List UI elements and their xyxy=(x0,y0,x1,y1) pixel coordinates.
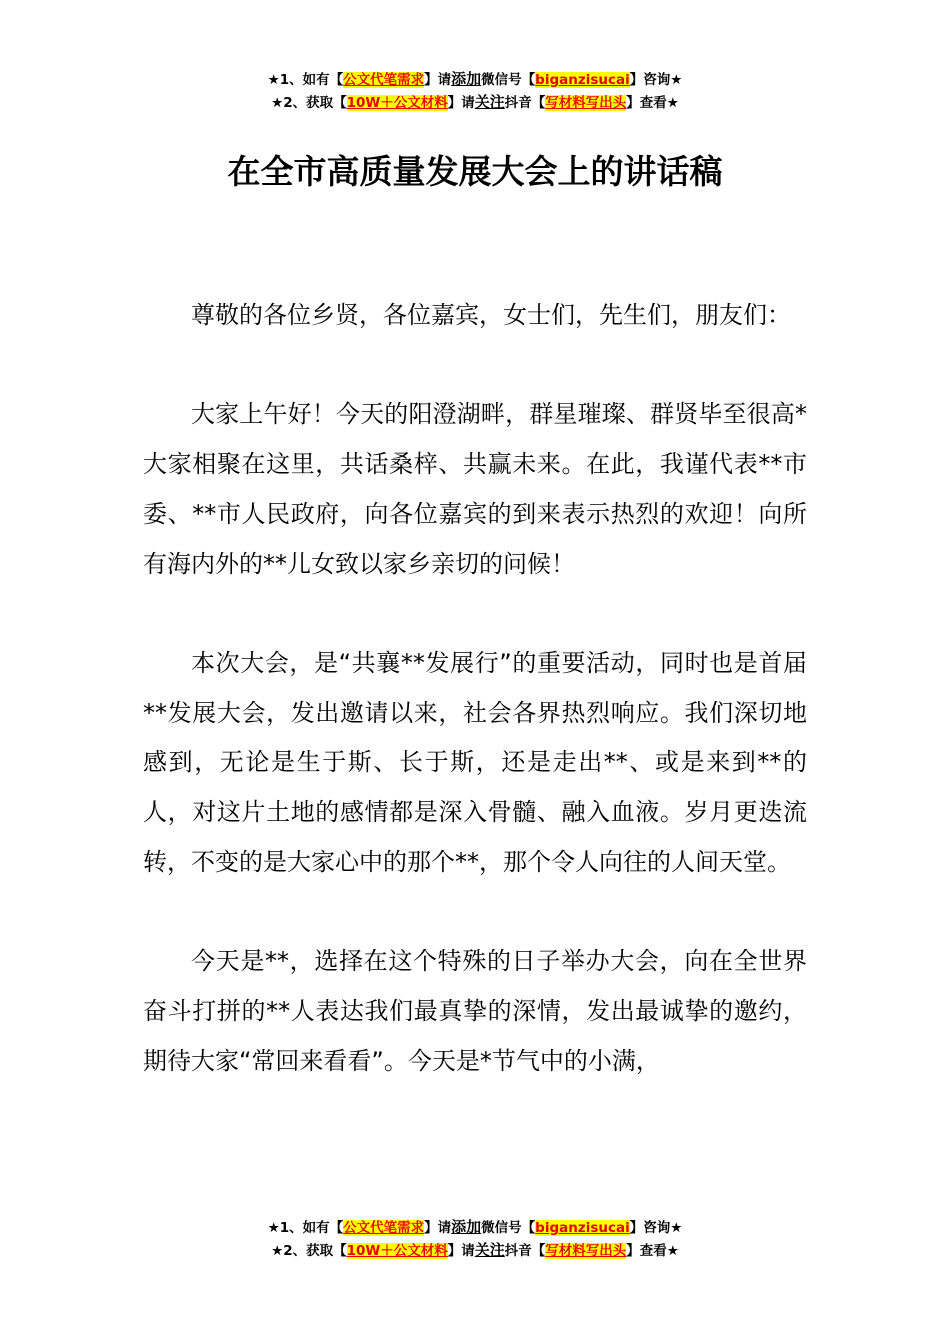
paragraph-salutation: 尊敬的各位乡贤，各位嘉宾，女士们，先生们，朋友们： xyxy=(191,301,791,329)
promo-banner-bottom xyxy=(0,1216,950,1262)
promo-highlight-ghostwriting: 公文代笔需求 xyxy=(343,1220,425,1236)
promo-line-1-mid2: 微信号【 xyxy=(481,72,536,88)
promo-highlight-wechat-id: biganzisucai xyxy=(535,72,630,88)
promo-line-1-mid: 】请 xyxy=(424,1220,452,1236)
promo-line-1-mid2: 微信号【 xyxy=(481,1220,536,1236)
promo-line-1-prefix: ★1、如有【 xyxy=(267,1220,344,1236)
promo-emphasis-follow: 关注 xyxy=(474,93,505,111)
promo-emphasis-add: 添加 xyxy=(451,1218,482,1236)
promo-line-2-prefix: ★2、获取【 xyxy=(271,95,347,111)
promo-highlight-wechat-id: biganzisucai xyxy=(535,1220,630,1236)
promo-line-1 xyxy=(0,68,950,91)
document-body xyxy=(143,291,807,1136)
promo-line-2-suffix: 】查看★ xyxy=(626,95,679,111)
promo-line-1 xyxy=(0,1216,950,1239)
promo-emphasis-add: 添加 xyxy=(451,70,482,88)
promo-line-1-suffix: 】咨询★ xyxy=(629,1220,683,1236)
promo-line-1-prefix: ★1、如有【 xyxy=(267,72,344,88)
paragraph-conference: 本次大会，是“共襄**发展行”的重要活动，同时也是首届**发展大会，发出邀请以来，社会各界热烈响应。我们深切地感到，无论是生于斯、长于斯，还是走出**、或是来到**的人，对这片土地的感情都是深入骨髓、融入血液。岁月更迭流转，不变的是大家心中的那个**，那个令人向往的人间天堂。 xyxy=(143,648,807,876)
promo-highlight-douyin-account: 写材料写出头 xyxy=(545,1243,627,1259)
promo-line-2 xyxy=(0,1239,950,1262)
promo-line-1-mid: 】请 xyxy=(424,72,452,88)
promo-line-2-mid: 】请 xyxy=(447,95,475,111)
promo-line-2-mid2: 抖音【 xyxy=(504,1243,546,1259)
promo-line-2-prefix: ★2、获取【 xyxy=(271,1243,347,1259)
document-title: 在全市高质量发展大会上的讲话稿 xyxy=(227,152,723,191)
promo-highlight-materials: 10W＋公文材料 xyxy=(346,1243,448,1259)
paragraph-welcome: 大家上午好！今天的阳澄湖畔，群星璀璨、群贤毕至很高*大家相聚在这里，共话桑梓、共赢未来。在此，我谨代表**市委、**市人民政府，向各位嘉宾的到来表示热烈的欢迎！向所有海内外的**儿女致以家乡亲切的问候！ xyxy=(143,400,807,578)
promo-line-1-suffix: 】咨询★ xyxy=(629,72,683,88)
promo-highlight-douyin-account: 写材料写出头 xyxy=(545,95,627,111)
promo-line-2-mid: 】请 xyxy=(447,1243,475,1259)
promo-emphasis-follow: 关注 xyxy=(474,1241,505,1259)
promo-line-2 xyxy=(0,91,950,114)
paragraph-today: 今天是**，选择在这个特殊的日子举办大会，向在全世界奋斗打拼的**人表达我们最真挚的深情，发出最诚挚的邀约，期待大家“常回来看看”。今天是*节气中的小满， xyxy=(143,947,807,1075)
promo-banner-top xyxy=(0,68,950,114)
promo-line-2-suffix: 】查看★ xyxy=(626,1243,679,1259)
promo-line-2-mid2: 抖音【 xyxy=(504,95,546,111)
promo-highlight-ghostwriting: 公文代笔需求 xyxy=(343,72,425,88)
promo-highlight-materials: 10W＋公文材料 xyxy=(346,95,448,111)
